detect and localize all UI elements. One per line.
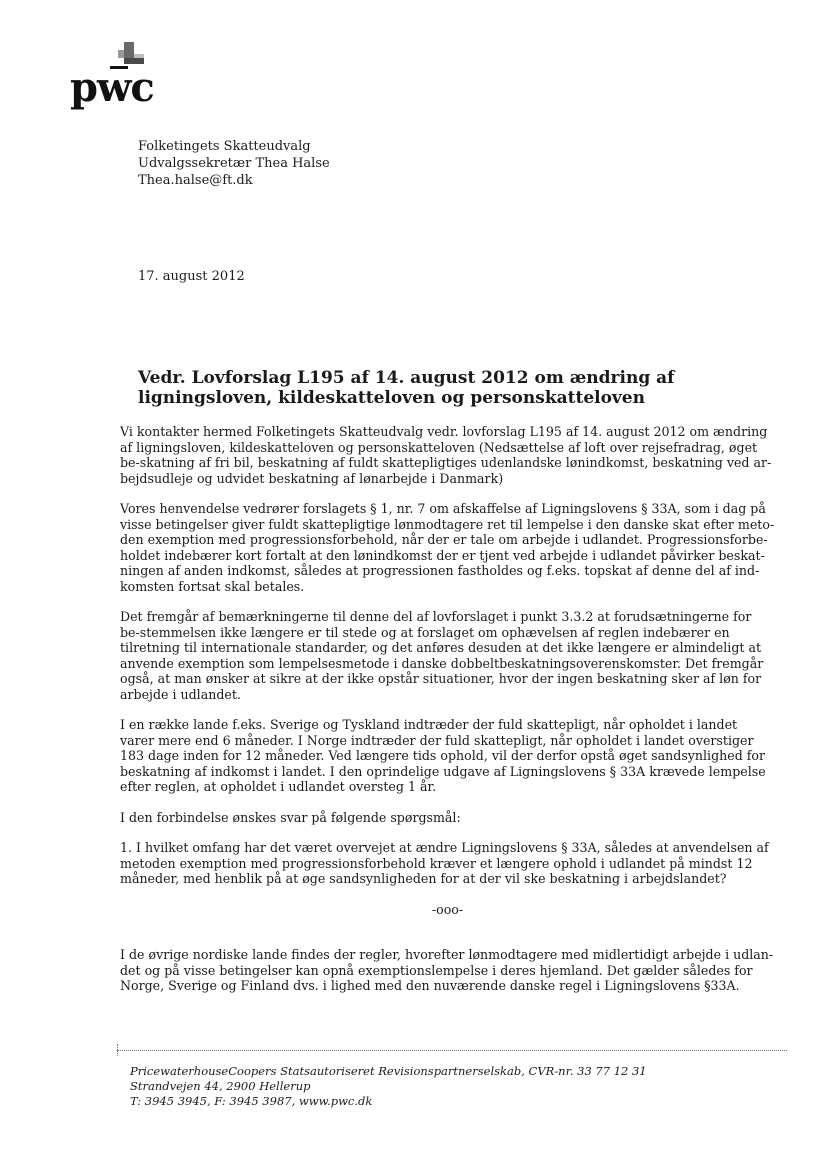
letter-date: 17. august 2012 bbox=[138, 269, 245, 284]
paragraph-remarks: Det fremgår af bemærkningerne til denne del af lovforslaget i punkt 3.3.2 at forudsætningerne for be-stemmelsen ikke længere er til stede og at forslaget om ophævelsen af reglen indebærer en tilretning til internationale standarder, og det anføres desuden at det ikke længere er almindeligt at anvende exemption som lempelsesmetode i danske dobbeltbeskatningsoverenskomster. Det fremgår også, at man ønsker at sikre at der ikke opstår situationer, hvor der ingen beskatning sker af løn for arbejde i udlandet. bbox=[120, 609, 764, 702]
addressee-person: Udvalgssekretær Thea Halse bbox=[138, 156, 330, 171]
footer-contact: T: 3945 3945, F: 3945 3987, www.pwc.dk bbox=[130, 1094, 373, 1108]
paragraph-section-33a: Vores henvendelse vedrører forslagets § 1, nr. 7 om afskaffelse af Ligningslovens § 33A, som i dag på visse betingelser giver fuldt skattepligtige lønmodtagere ret til lempelse i den danske skat efter meto-den exemption med progressionsforbehold, når der er tale om arbejde i udlandet. Progressionsforbe-holdet indebærer kort fortalt at den lønindkomst der er tjent ved arbejde i udlandet påvirker beskat-ningen af anden indkomst, således at progressionen fastholdes og f.eks. topskat af denne del af ind-komsten fortsat skal betales. bbox=[120, 501, 775, 594]
addressee-email: Thea.halse@ft.dk bbox=[138, 173, 253, 188]
logo-text: pwc bbox=[70, 64, 154, 111]
footer-address: Strandvejen 44, 2900 Hellerup bbox=[130, 1079, 311, 1093]
paragraph-question-intro: I den forbindelse ønskes svar på følgende spørgsmål: bbox=[120, 809, 461, 825]
paragraph-question-1: 1. I hvilket omfang har det været overvejet at ændre Ligningslovens § 33A, således at anvendelsen af metoden exemption med progressionsforbehold kræver et længere ophold i udlandet på mindst 12 måneder, med henblik på at øge sandsynligheden for at der vil ske beskatning i arbejdslandet? bbox=[120, 840, 769, 886]
footer-divider bbox=[117, 1050, 787, 1051]
letter-footer bbox=[130, 1064, 647, 1109]
section-separator: -ooo- bbox=[431, 901, 464, 917]
addressee-name: Folketingets Skatteudvalg bbox=[138, 139, 311, 154]
paragraph-intro: Vi kontakter hermed Folketingets Skatteudvalg vedr. lovforslag L195 af 14. august 2012 om ændring af ligningsloven, kildeskatteloven og personskatteloven (Nedsættelse af loft over rejsefradrag, øget be-skatning af fri bil, beskatning af fuldt skattepligtiges udenlandske lønindkomst, beskatning ved ar-bejdsudleje og udvidet beskatning af lønarbejde i Danmark) bbox=[120, 424, 772, 486]
logo-mark bbox=[124, 42, 134, 58]
paragraph-nordic: I de øvrige nordiske lande findes der regler, hvorefter lønmodtagere med midlertidigt arbejde i udlan-det og på visse betingelser kan opnå exemptionslempelse i deres hjemland. Det gælder således for Norge, Sverige og Finland dvs. i lighed med den nuværende danske regel i Ligningslovens §33A. bbox=[120, 947, 774, 993]
footer-company: PricewaterhouseCoopers Statsautoriseret Revisionspartnerselskab, CVR-nr. 33 77 12 31 bbox=[130, 1064, 647, 1078]
paragraph-other-countries: I en række lande f.eks. Sverige og Tyskland indtræder der fuld skattepligt, når opholdet i landet varer mere end 6 måneder. I Norge indtræder der fuld skattepligt, når opholdet i landet overstiger 183 dage inden for 12 måneder. Ved længere tids ophold, vil der derfor opstå øget sandsynlighed for beskatning af indkomst i landet. I den oprindelige udgave af Ligningslovens § 33A krævede lempelse efter reglen, at opholdet i udlandet oversteg 1 år. bbox=[120, 717, 766, 794]
letter-body bbox=[120, 424, 775, 1009]
addressee-block bbox=[138, 138, 330, 189]
letter-subject: Vedr. Lovforslag L195 af 14. august 2012 om ændring af ligningsloven, kildeskatteloven og personskatteloven bbox=[138, 368, 675, 408]
pwc-logo bbox=[70, 20, 190, 110]
